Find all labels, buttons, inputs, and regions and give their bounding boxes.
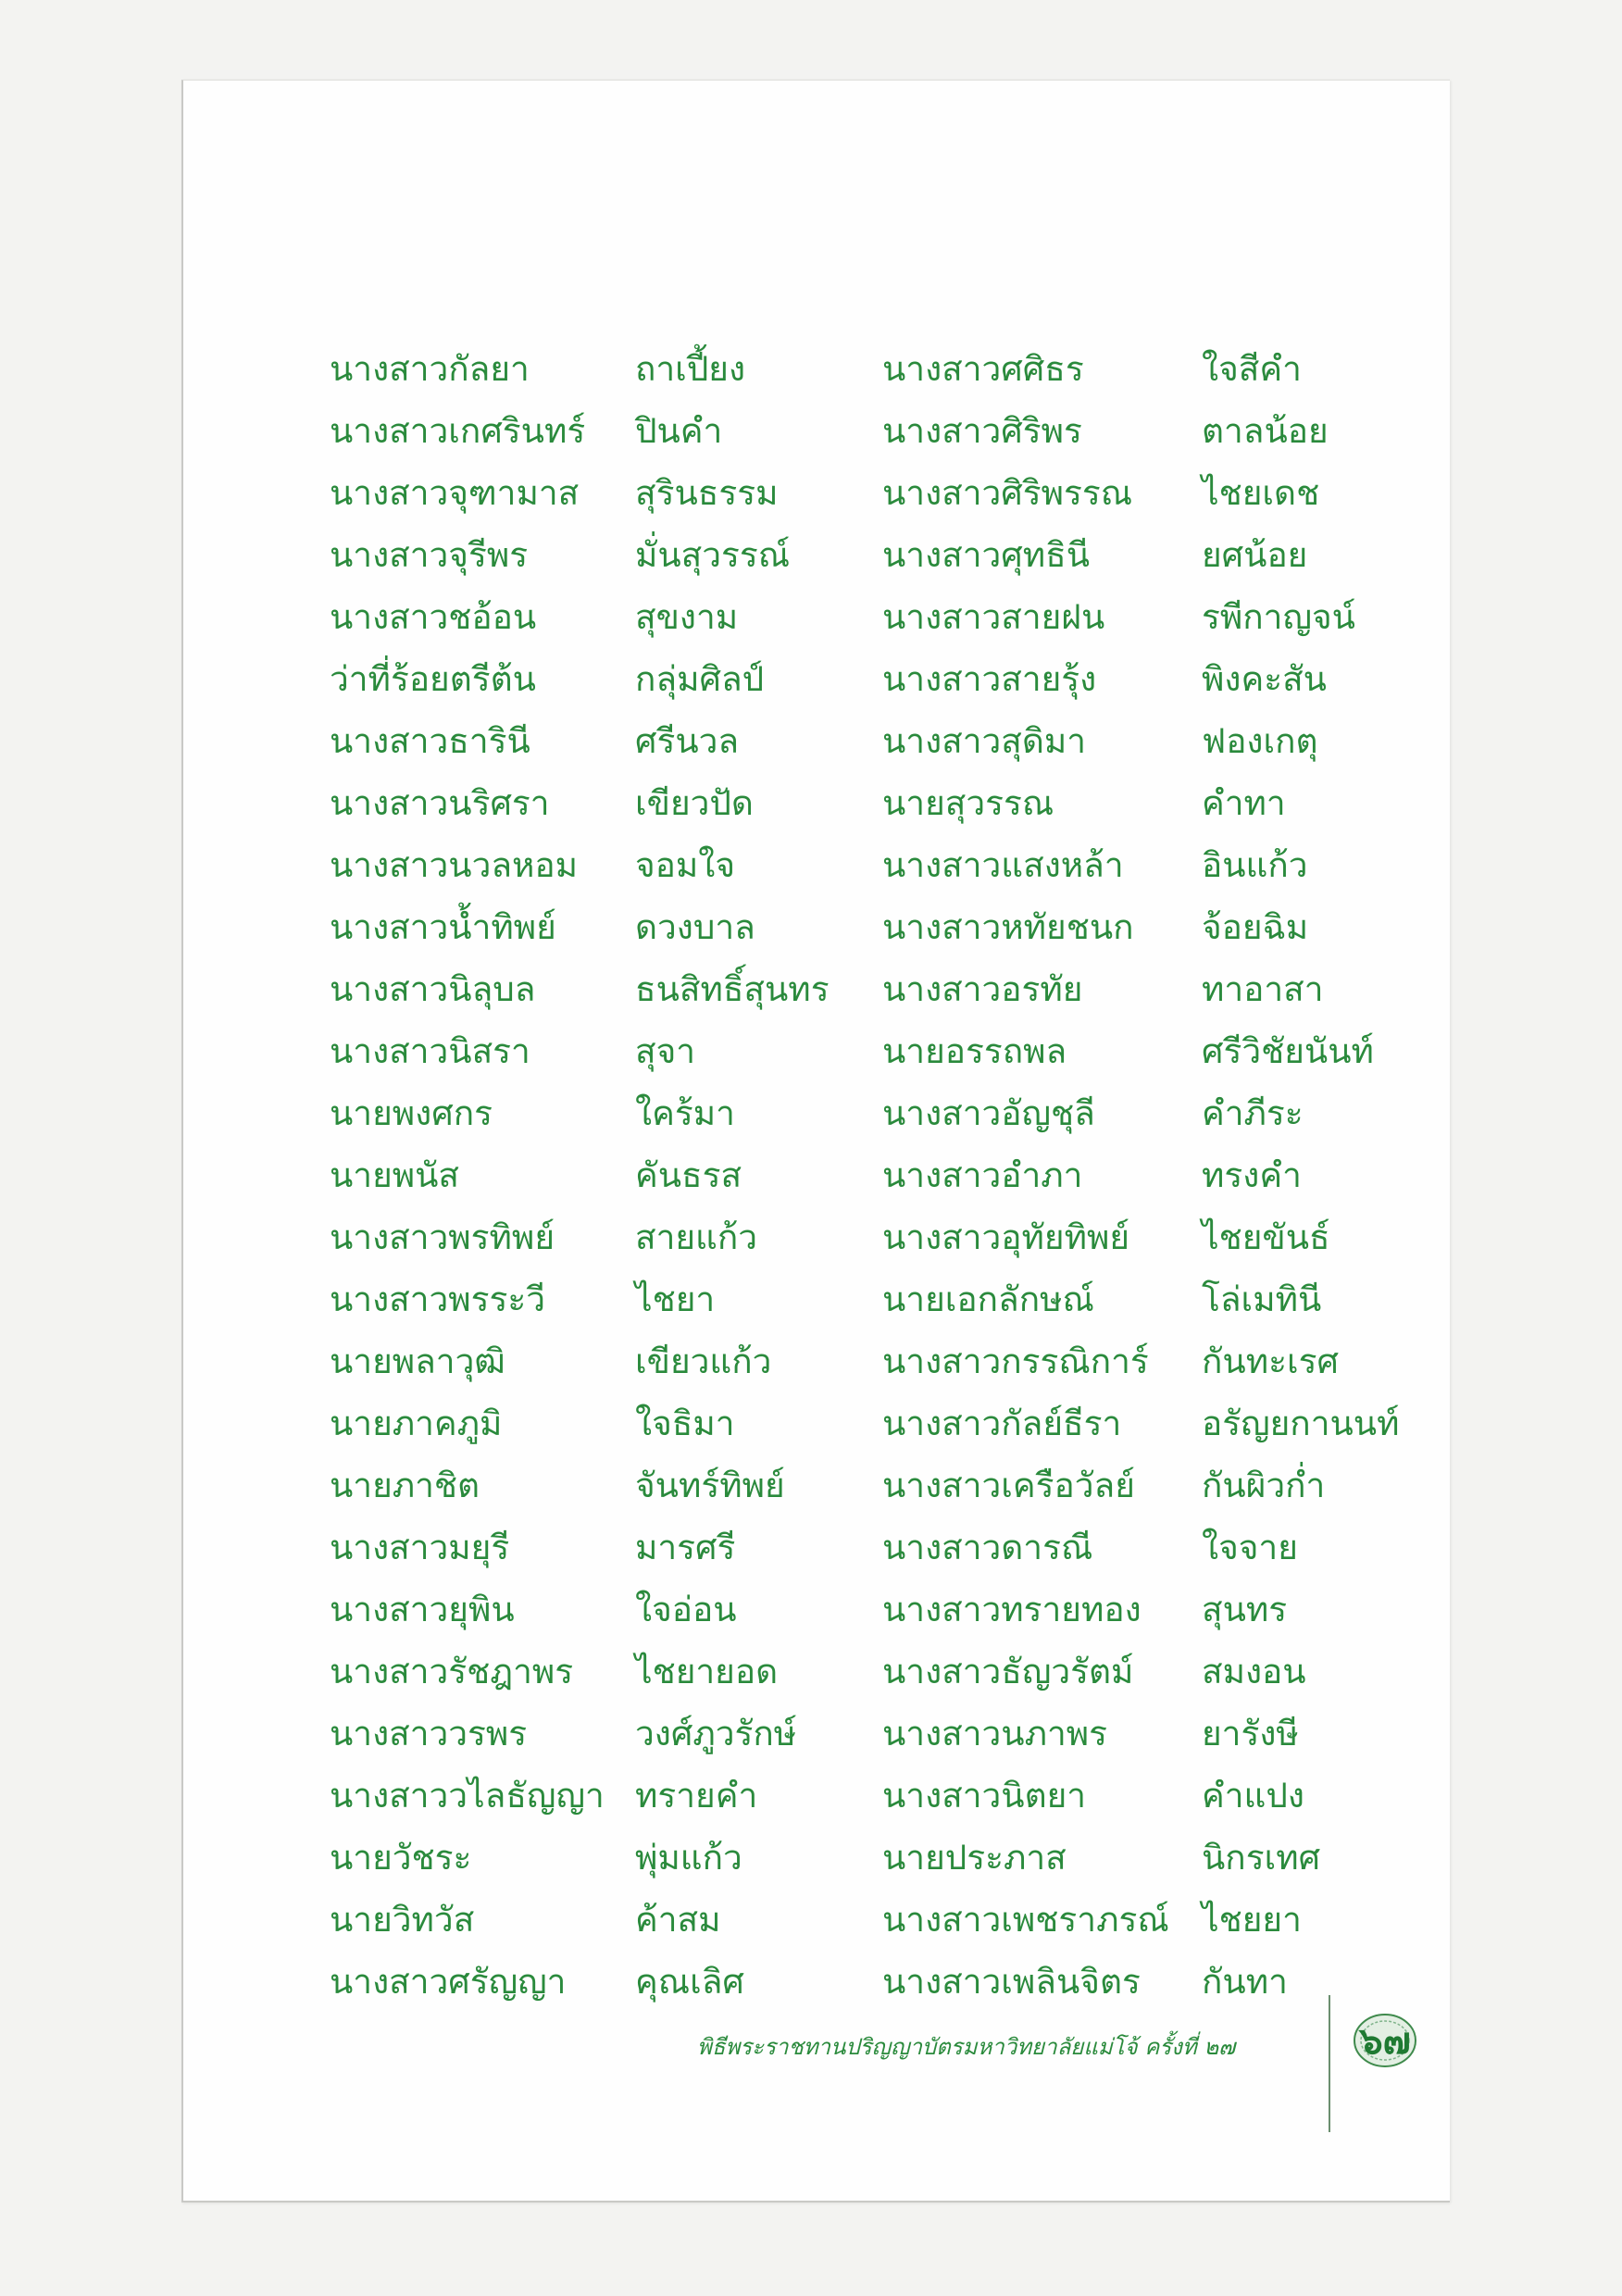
graduate-row [330, 834, 830, 896]
graduate-name: นางสาวพรทิพย์ [330, 1217, 555, 1257]
graduate-row [882, 958, 1399, 1020]
graduate-name: นายพงศกร [330, 1093, 493, 1133]
graduate-surname: คันธรส [635, 1155, 742, 1195]
graduate-row [330, 586, 830, 648]
graduate-surname: ใจจาย [1202, 1528, 1298, 1567]
graduate-surname: คำภีระ [1202, 1093, 1304, 1133]
graduate-surname: ใจอ่อน [635, 1590, 737, 1629]
graduate-name: นางสาวสายรุ้ง [882, 659, 1097, 699]
graduate-surname: ใคร้มา [635, 1093, 735, 1133]
graduate-row [330, 1827, 830, 1889]
graduate-name: นางสาวมยุรี [330, 1528, 510, 1567]
graduate-surname: มารศรี [635, 1528, 736, 1567]
graduate-row [330, 896, 830, 958]
graduate-row [330, 648, 830, 710]
graduate-name: นางสาวธารินี [330, 721, 530, 761]
graduate-surname: เขียวแก้ว [635, 1341, 772, 1381]
graduate-name: ว่าที่ร้อยตรีต้น [330, 659, 536, 699]
graduate-row [882, 1641, 1399, 1703]
graduate-surname: ทาอาสา [1202, 969, 1324, 1009]
graduate-surname: เขียวปัด [635, 783, 754, 823]
graduate-row [330, 1330, 830, 1392]
graduate-surname: ปินคำ [635, 411, 723, 451]
graduate-row [882, 1951, 1399, 2013]
graduate-row [330, 772, 830, 834]
graduate-surname: อรัญยกานนท์ [1202, 1404, 1400, 1443]
graduate-row [882, 1082, 1399, 1144]
graduate-row [882, 896, 1399, 958]
graduate-row [330, 1454, 830, 1516]
graduate-name: นายพลาวุฒิ [330, 1341, 505, 1381]
graduate-row [882, 1020, 1399, 1082]
graduate-name: นายอรรถพล [882, 1031, 1067, 1071]
graduate-row [330, 1206, 830, 1268]
graduate-name: นายเอกลักษณ์ [882, 1279, 1094, 1319]
graduate-row [882, 1578, 1399, 1641]
graduate-name: นางสาวนภาพร [882, 1714, 1107, 1753]
graduate-surname: จอมใจ [635, 845, 736, 885]
graduate-name: นางสาวนิลุบล [330, 969, 536, 1009]
graduate-name: นางสาวนวลหอม [330, 845, 579, 885]
graduate-row [330, 400, 830, 462]
graduate-row [882, 1827, 1399, 1889]
graduate-row [882, 1516, 1399, 1578]
graduate-surname: ไชยายอด [635, 1652, 779, 1691]
graduate-name: นายประภาส [882, 1838, 1067, 1878]
graduate-row [330, 958, 830, 1020]
graduate-name: นางสาวจุฑามาส [330, 473, 580, 513]
graduate-surname: กลุ่มศิลป์ [635, 659, 765, 699]
graduate-name: นางสาววไลธัญญา [330, 1776, 605, 1816]
graduate-surname: ไชยเดช [1202, 473, 1320, 513]
graduate-surname: ถาเปี้ยง [635, 349, 746, 389]
page-number-badge [1352, 2012, 1418, 2069]
graduate-surname: กันทะเรศ [1202, 1341, 1339, 1381]
graduate-name: นางสาวเพชราภรณ์ [882, 1900, 1169, 1940]
graduate-surname: มั่นสุวรรณ์ [635, 535, 791, 575]
graduate-name: นางสาวกรรณิการ์ [882, 1341, 1149, 1381]
graduate-row [330, 1144, 830, 1206]
graduate-row [882, 338, 1399, 400]
graduate-surname: สุนทร [1202, 1590, 1288, 1629]
graduate-name: นางสาวศุทธินี [882, 535, 1091, 575]
graduate-surname: ใจสีคำ [1202, 349, 1302, 389]
graduate-surname: ศรีวิชัยนันท์ [1202, 1031, 1374, 1071]
graduate-row [330, 1641, 830, 1703]
graduate-surname: รพีกาญจน์ [1202, 597, 1355, 637]
graduate-row [330, 1020, 830, 1082]
graduate-surname: อินแก้ว [1202, 845, 1308, 885]
graduate-name: นางสาวดารณี [882, 1528, 1093, 1567]
graduate-name: นางสาวชอ้อน [330, 597, 537, 637]
graduate-row [882, 1765, 1399, 1827]
graduate-name: นางสาวศิริพร [882, 411, 1082, 451]
graduate-surname: ธนสิทธิ์สุนทร [635, 969, 830, 1009]
graduate-name: นางสาวศิริพรรณ [882, 473, 1133, 513]
graduate-surname: ดวงบาล [635, 907, 755, 947]
graduate-row [330, 1268, 830, 1330]
graduate-row [882, 1889, 1399, 1951]
graduate-row [882, 1268, 1399, 1330]
graduate-row [882, 1392, 1399, 1454]
graduate-surname: วงศ์ภูวรักษ์ [635, 1714, 797, 1753]
page-number: ๖๗ [1359, 2020, 1411, 2063]
graduate-surname: ค้าสม [635, 1900, 721, 1940]
graduate-row [882, 524, 1399, 586]
graduate-name: นางสาวรัชฎาพร [330, 1652, 574, 1691]
graduate-row [882, 1206, 1399, 1268]
graduate-row [882, 1330, 1399, 1392]
graduate-name: นายสุวรรณ [882, 783, 1054, 823]
graduate-name: นางสาวศรัญญา [330, 1962, 567, 2002]
graduate-surname: ใจธิมา [635, 1404, 735, 1443]
graduate-row [330, 1392, 830, 1454]
graduate-name: นางสาวนริศรา [330, 783, 550, 823]
graduate-name: นายวัชระ [330, 1838, 472, 1878]
graduate-name: นางสาวเครือวัลย์ [882, 1466, 1135, 1505]
graduate-name: นางสาววรพร [330, 1714, 528, 1753]
graduate-name: นางสาวนิสรา [330, 1031, 530, 1071]
graduate-name: นางสาวน้ำทิพย์ [330, 907, 556, 947]
graduate-surname: ไชยยา [1202, 1900, 1302, 1940]
graduate-surname: กันผิวก่ำ [1202, 1466, 1326, 1505]
graduate-row [882, 586, 1399, 648]
graduate-name: นางสาวศศิธร [882, 349, 1084, 389]
graduate-surname: ตาลน้อย [1202, 411, 1329, 451]
graduate-row [330, 1765, 830, 1827]
graduate-row [882, 772, 1399, 834]
graduate-name: นางสาวยุพิน [330, 1590, 515, 1629]
graduate-row [330, 710, 830, 772]
graduate-row [330, 1889, 830, 1951]
graduate-surname: ฟองเกตุ [1202, 721, 1318, 761]
graduate-name: นางสาวอรทัย [882, 969, 1083, 1009]
graduate-name: นายภาคภูมิ [330, 1404, 503, 1443]
graduate-surname: คำทา [1202, 783, 1286, 823]
graduate-surname: จันทร์ทิพย์ [635, 1466, 785, 1505]
graduate-surname: พิงคะสัน [1202, 659, 1327, 699]
graduate-name: นางสาวหทัยชนก [882, 907, 1134, 947]
graduate-row [330, 524, 830, 586]
graduate-list-left [330, 338, 830, 2013]
graduate-surname: พุ่มแก้ว [635, 1838, 742, 1878]
graduate-row [882, 710, 1399, 772]
graduate-surname: ไชยา [635, 1279, 716, 1319]
graduate-row [882, 648, 1399, 710]
graduate-name: นางสาวอำภา [882, 1155, 1083, 1195]
graduate-surname: โล่เมทินี [1202, 1279, 1322, 1319]
graduate-name: นางสาวพรระวี [330, 1279, 546, 1319]
graduate-list-right [882, 338, 1399, 2013]
graduate-name: นางสาวสายฝน [882, 597, 1105, 637]
graduate-surname: ยารังษี [1202, 1714, 1299, 1753]
graduate-name: นางสาวเกศรินทร์ [330, 411, 586, 451]
graduate-row [330, 1516, 830, 1578]
graduate-surname: สุจา [635, 1031, 696, 1071]
graduate-surname: ไชยขันธ์ [1202, 1217, 1330, 1257]
graduate-row [330, 338, 830, 400]
graduate-surname: จ้อยฉิม [1202, 907, 1309, 947]
graduate-row [882, 400, 1399, 462]
graduate-surname: กันทา [1202, 1962, 1288, 2002]
graduate-row [882, 1144, 1399, 1206]
graduate-surname: คำแปง [1202, 1776, 1304, 1816]
graduate-row [330, 1082, 830, 1144]
page-footer-caption: พิธีพระราชทานปริญญาบัตรมหาวิทยาลัยแม่โจ้ ครั้งที่ ๒๗ [697, 2034, 1236, 2060]
graduate-name: นางสาวกัลย์ธีรา [882, 1404, 1122, 1443]
graduate-row [330, 1951, 830, 2013]
graduate-surname: ยศน้อย [1202, 535, 1308, 575]
graduate-name: นางสาวธัญวรัตม์ [882, 1652, 1134, 1691]
graduate-row [882, 462, 1399, 524]
graduate-name: นางสาวอุทัยทิพย์ [882, 1217, 1130, 1257]
graduate-row [882, 1703, 1399, 1765]
graduate-name: นางสาวทรายทอง [882, 1590, 1142, 1629]
graduate-surname: สุรินธรรม [635, 473, 779, 513]
footer-divider [1329, 1995, 1330, 2132]
graduate-name: นางสาวแสงหล้า [882, 845, 1124, 885]
graduate-name: นายวิทวัส [330, 1900, 475, 1940]
graduate-surname: คุณเลิศ [635, 1962, 744, 2002]
graduate-surname: ศรีนวล [635, 721, 740, 761]
graduate-name: นางสาวอัญชุลี [882, 1093, 1095, 1133]
graduate-name: นางสาวจุรีพร [330, 535, 529, 575]
graduate-surname: ทรงคำ [1202, 1155, 1302, 1195]
graduate-surname: นิกรเทศ [1202, 1838, 1321, 1878]
graduate-name: นายพนัส [330, 1155, 460, 1195]
graduate-surname: สายแก้ว [635, 1217, 758, 1257]
document-page [181, 80, 1450, 2202]
graduate-row [330, 1578, 830, 1641]
graduate-name: นางสาวกัลยา [330, 349, 530, 389]
graduate-surname: สมงอน [1202, 1652, 1306, 1691]
graduate-row [882, 1454, 1399, 1516]
graduate-name: นางสาวนิตยา [882, 1776, 1087, 1816]
graduate-name: นางสาวเพลินจิตร [882, 1962, 1141, 2002]
graduate-surname: สุขงาม [635, 597, 739, 637]
graduate-row [330, 1703, 830, 1765]
graduate-row [882, 834, 1399, 896]
graduate-name: นายภาชิต [330, 1466, 480, 1505]
graduate-name: นางสาวสุดิมา [882, 721, 1087, 761]
graduate-surname: ทรายคำ [635, 1776, 758, 1816]
graduate-row [330, 462, 830, 524]
